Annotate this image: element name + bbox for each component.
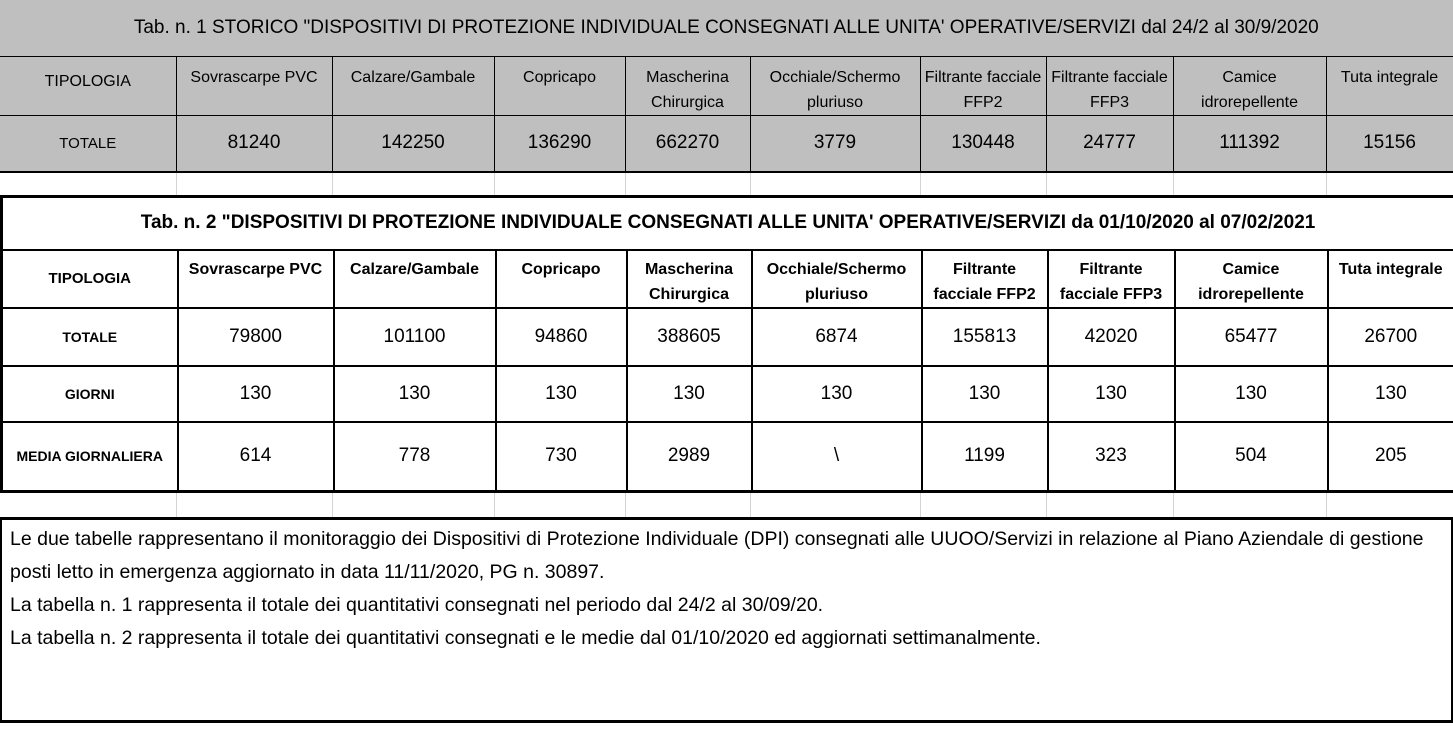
gridline-cell (1173, 173, 1326, 195)
table-row (0, 115, 1453, 172)
column-header: Tuta integrale (1326, 56, 1453, 115)
table-2-title: Tab. n. 2 "DISPOSITIVI DI PROTEZIONE INDIVIDUALE CONSEGNATI ALLE UNITA' OPERATIVE/SERVIZI da 01/10/2020 al 07/02/2021 (2, 197, 1453, 250)
value-cell: 323 (1048, 422, 1175, 492)
table-2-column-header-tipologia: TIPOLOGIA (2, 250, 178, 308)
gridline-cell (332, 493, 494, 517)
gridline-cell (920, 173, 1046, 195)
table-1-title: Tab. n. 1 STORICO "DISPOSITIVI DI PROTEZIONE INDIVIDUALE CONSEGNATI ALLE UNITA' OPERATIVE/SERVIZI dal 24/2 al 30/9/2020 (0, 0, 1453, 56)
table-row (2, 308, 1453, 366)
note-line: Le due tabelle rappresentano il monitoraggio dei Dispositivi di Protezione Individuale (DPI) consegnati alle UUOO/Servizi in relazione al Piano Aziendale di gestione posti letto in emergenza aggiornato in data 11/11/2020, PG n. 30897. (10, 528, 1424, 583)
grid-gap-cells (0, 173, 1453, 195)
value-cell: 130 (1048, 366, 1175, 422)
row-label: MEDIA GIORNALIERA (2, 422, 178, 492)
row-label: TOTALE (0, 115, 176, 172)
table-2-current (0, 195, 1453, 493)
value-cell: 614 (178, 422, 334, 492)
value-cell: 15156 (1326, 115, 1453, 172)
value-cell: 142250 (332, 115, 494, 172)
table-1-header-row (0, 56, 1453, 115)
value-cell: 6874 (752, 308, 922, 366)
column-header: Copricapo (494, 56, 625, 115)
table-row (2, 366, 1453, 422)
value-cell: 1199 (922, 422, 1048, 492)
gridline-cell (625, 493, 750, 517)
column-header: Mascherina Chirurgica (625, 56, 750, 115)
gridline-cell (494, 173, 625, 195)
value-cell: 130448 (920, 115, 1046, 172)
value-cell: \ (752, 422, 922, 492)
gridline-cell (0, 173, 176, 195)
table-row (2, 422, 1453, 492)
gridline-cell (0, 493, 176, 517)
note-line: La tabella n. 1 rappresenta il totale dei quantitativi consegnati nel periodo dal 24/2 al 30/09/20. (10, 594, 824, 616)
column-header: Sovrascarpe PVC (176, 56, 332, 115)
value-cell: 205 (1328, 422, 1453, 492)
note-line: La tabella n. 2 rappresenta il totale dei quantitativi consegnati e le medie dal 01/10/2020 ed aggiornati settimanalmente. (10, 627, 1041, 649)
column-header: Tuta integrale (1328, 250, 1453, 308)
column-header: Calzare/Gambale (332, 56, 494, 115)
column-header: Filtrante facciale FFP2 (922, 250, 1048, 308)
column-header: Occhiale/Schermo pluriuso (750, 56, 920, 115)
gridline-cell (625, 173, 750, 195)
value-cell: 778 (334, 422, 496, 492)
gridline-cell (1046, 173, 1173, 195)
row-label: TOTALE (2, 308, 178, 366)
column-header: Mascherina Chirurgica (627, 250, 752, 308)
gridline-cell (750, 173, 920, 195)
gridline-cell (1046, 493, 1173, 517)
column-header: Camice idrorepellente (1173, 56, 1326, 115)
gridline-cell (494, 493, 625, 517)
value-cell: 81240 (176, 115, 332, 172)
column-header: Calzare/Gambale (334, 250, 496, 308)
value-cell: 388605 (627, 308, 752, 366)
value-cell: 130 (496, 366, 627, 422)
table-2-title-row (2, 197, 1453, 250)
value-cell: 101100 (334, 308, 496, 366)
gridline-cell (176, 493, 332, 517)
grid-gap-row (0, 173, 1453, 195)
value-cell: 2989 (627, 422, 752, 492)
gridline-cell (176, 173, 332, 195)
value-cell: 42020 (1048, 308, 1175, 366)
table-2-header-row (2, 250, 1453, 308)
gridline-cell (1173, 493, 1326, 517)
gridline-cell (1326, 173, 1453, 195)
value-cell: 26700 (1328, 308, 1453, 366)
value-cell: 130 (752, 366, 922, 422)
grid-gap-row (0, 493, 1453, 517)
value-cell: 24777 (1046, 115, 1173, 172)
value-cell: 504 (1175, 422, 1328, 492)
value-cell: 130 (178, 366, 334, 422)
value-cell: 111392 (1173, 115, 1326, 172)
value-cell: 94860 (496, 308, 627, 366)
gridline-cell (1326, 493, 1453, 517)
value-cell: 130 (1328, 366, 1453, 422)
grid-gap-cells (0, 493, 1453, 517)
column-header: Copricapo (496, 250, 627, 308)
value-cell: 79800 (178, 308, 334, 366)
column-header: Occhiale/Schermo pluriuso (752, 250, 922, 308)
value-cell: 65477 (1175, 308, 1328, 366)
table-1-storico (0, 0, 1453, 173)
column-header: Camice idrorepellente (1175, 250, 1328, 308)
value-cell: 130 (922, 366, 1048, 422)
gridline-cell (332, 173, 494, 195)
column-header: Filtrante facciale FFP3 (1048, 250, 1175, 308)
table-1-column-header-tipologia: TIPOLOGIA (0, 56, 176, 115)
column-header: Filtrante facciale FFP2 (920, 56, 1046, 115)
value-cell: 130 (334, 366, 496, 422)
table-1-title-row (0, 0, 1453, 56)
row-label: GIORNI (2, 366, 178, 422)
value-cell: 155813 (922, 308, 1048, 366)
value-cell: 136290 (494, 115, 625, 172)
gridline-cell (750, 493, 920, 517)
value-cell: 730 (496, 422, 627, 492)
column-header: Filtrante facciale FFP3 (1046, 56, 1173, 115)
value-cell: 3779 (750, 115, 920, 172)
column-header: Sovrascarpe PVC (178, 250, 334, 308)
value-cell: 130 (1175, 366, 1328, 422)
value-cell: 662270 (625, 115, 750, 172)
gridline-cell (920, 493, 1046, 517)
value-cell: 130 (627, 366, 752, 422)
notes-box (0, 517, 1453, 723)
